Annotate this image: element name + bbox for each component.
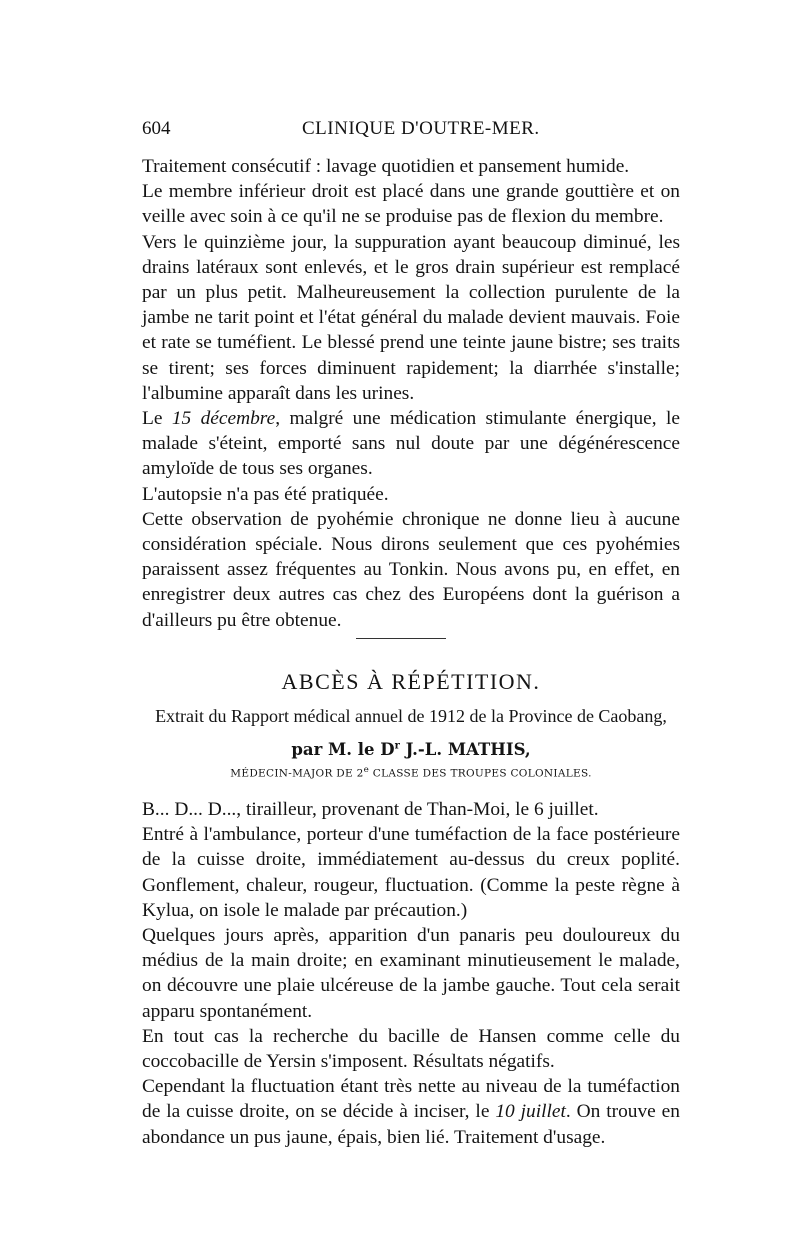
rank-rest: CLASSE DES TROUPES COLONIALES. [369, 767, 592, 780]
paragraph-patient: B... D... D..., tirailleur, provenant de Than-Moi, le 6 juillet. [142, 799, 599, 820]
paragraph-incision [142, 1074, 680, 1150]
running-title: CLINIQUE D'OUTRE-MER. [302, 118, 540, 139]
paragraph-death-rest: , malgré une médication stimulante énergique, le malade s'éteint, emporté sans nul doute par une dégénérescence amyloïde de tous ses organes. [142, 408, 680, 480]
section-author [142, 740, 680, 759]
author-name: J.-L. MATHIS, [399, 740, 531, 759]
paragraph-death [142, 406, 680, 482]
text-block-case [142, 797, 680, 1150]
paragraph-conclusion: Cette observation de pyohémie chronique ne donne lieu à aucune considération spéciale. Nous dirons seulement que ces pyohémies paraissent assez fréquentes au Tonkin. Nous avons pu, en effet, en enregistrer deux autres cas chez des Européens dont la guérison a d'ailleurs pu être obtenue. [142, 508, 680, 631]
section-divider [356, 638, 446, 639]
paragraph-incision-start: Cependant la fluctuation étant très nette au niveau de la tuméfaction de la cuisse droite, on se décide à inciser, le [142, 1076, 680, 1123]
section-title: ABCÈS À RÉPÉTITION. [281, 669, 541, 694]
paragraph-limb: Le membre inférieur droit est placé dans une grande gouttière et on veille avec soin à ce qu'il ne se produise pas de flexion du membre. [142, 181, 680, 228]
date-10-july: 10 juillet [495, 1101, 566, 1123]
rank-prefix: MÉDECIN-MAJOR DE 2 [230, 767, 364, 780]
page-number: 604 [142, 118, 171, 139]
date-15-december: 15 décembre [171, 408, 276, 430]
page-header [142, 114, 662, 144]
author-rank [142, 765, 680, 780]
paragraph-autopsy: L'autopsie n'a pas été pratiquée. [142, 483, 389, 505]
rank-sup: e [363, 765, 370, 775]
paragraph-tests: En tout cas la recherche du bacille de Hansen comme celle du coccobacille de Yersin s'imposent. Résultats négatifs. [142, 1025, 680, 1073]
author-prefix: par M. le D [291, 740, 395, 759]
paragraph-admission: Entré à l'ambulance, porteur d'une tuméfaction de la face postérieure de la cuisse droite, immédiatement au-dessus du creux poplité. Gonflement, chaleur, rougeur, fluctuation. (Comme la peste règne à Kylua, on isole le malade par précaution.) [142, 824, 680, 921]
paragraph-treatment: Traitement consécutif : lavage quotidien et pansement humide. [142, 156, 630, 177]
paragraph-death-start: Le [142, 408, 172, 430]
author-sup: r [394, 740, 400, 752]
paragraph-incision-rest: . On trouve en abondance un pus jaune, épais, bien lié. Traitement d'usage. [142, 1101, 680, 1148]
paragraph-panaris: Quelques jours après, apparition d'un panaris peu douloureux du médius de la main droite; en examinant minutieusement le malade, on découvre une plaie ulcéreuse de la jambe gauche. Tout cela serait apparu spontanément. [142, 925, 680, 1022]
section-source: Extrait du Rapport médical annuel de 1912 de la Province de Caobang, [155, 706, 667, 726]
text-block-observation-end [142, 154, 680, 633]
paragraph-evolution: Vers le quinzième jour, la suppuration ayant beaucoup diminué, les drains latéraux sont enlevés, et le gros drain supérieur est remplacé par un plus petit. Malheureusement la collection purulente de la jambe ne tarit point et l'état général du malade devient mauvais. Foie et rate se tuméfient. Le blessé prend une teinte jaune bistre; ses traits se tirent; ses forces diminuent rapidement; la diarrhée s'installe; l'albumine apparaît dans les urines. [142, 231, 680, 404]
